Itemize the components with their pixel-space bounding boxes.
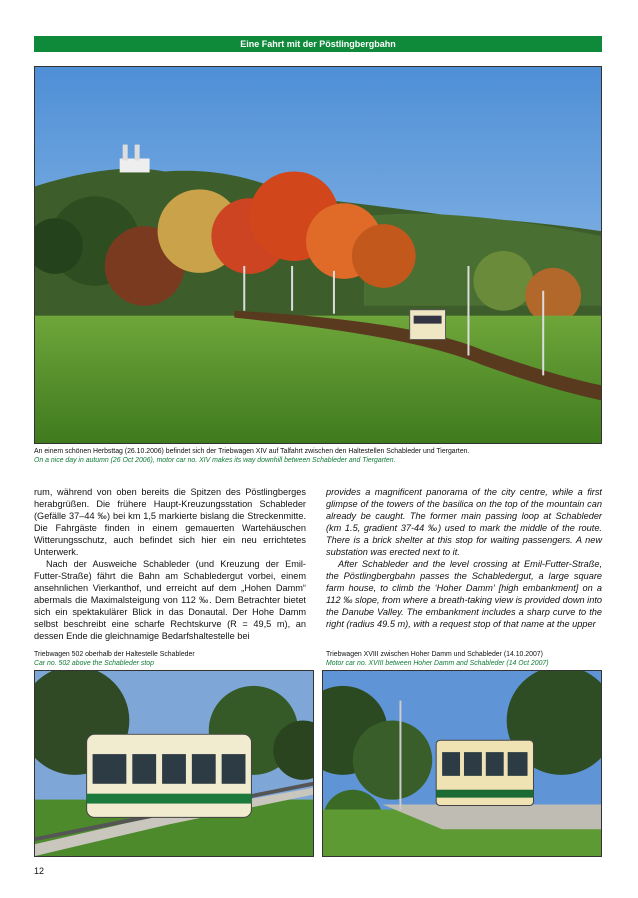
paragraph: provides a magnificent panorama of the city centre, while a first glimpse of the towers of the basilica on the top of the mountain can already be caught. The former main passing loop at Schableder (km 1.5, gradient 37-44 ‰) used to mark the middle of the route. There is a brick shelter at this stop for waiting passengers. A new substation was erected next to it. bbox=[326, 487, 602, 557]
left-caption-de: Triebwagen 502 oberhalb der Haltestelle Schableder bbox=[34, 651, 195, 658]
paragraph: After Schableder and the level crossing at Emil-Futter-Straße, the Pöstlingbergbahn passes the Schabledergut, a large square farm house, to climb the ‘Hoher Damm’ [high embankment] on a 112 ‰ slope, from where a breath-taking view is provided down into the Danube Valley. The embankment includes a sharp curve to the right (radius 49.5 m), with a request stop of that name at the upper bbox=[326, 559, 602, 629]
main-photo bbox=[34, 66, 602, 444]
right-caption-en: Motor car no. XVIII between Hoher Damm and Schableder (14 Oct 2007) bbox=[326, 660, 549, 667]
page-number: 12 bbox=[34, 866, 45, 876]
paragraph: Nach der Ausweiche Schableder (und Kreuzung der Emil-Futter-Straße) fährt die Bahn am Schabledergut vorbei, einem ansehnlichen Vierkanthof, und erreicht auf dem „Hohen Damm“ abermals die Maximalsteigung von 112 ‰. Dem Betrachter bietet sich ein spektakulärer Blick in das Donautal. Der Hohe Damm selbst beschreibt eine scharfe Rechtskurve (R = 49,5 m), an dessen Ende die gleichnamige Bedarfshaltestelle bei bbox=[34, 559, 306, 641]
text-column-en bbox=[326, 486, 602, 630]
section-title: Eine Fahrt mit der Pöstlingbergbahn bbox=[34, 36, 602, 52]
tram-xviii-photo bbox=[322, 670, 602, 857]
right-caption-de: Triebwagen XVIII zwischen Hoher Damm und Schableder (14.10.2007) bbox=[326, 651, 543, 658]
right-photo-caption bbox=[326, 650, 606, 668]
left-photo-caption bbox=[34, 650, 314, 668]
main-caption-de: An einem schönen Herbsttag (26.10.2006) befindet sich der Triebwagen XIV auf Talfahrt zwischen den Haltestellen Schableder und Tiergarten. bbox=[34, 448, 470, 455]
left-caption-en: Car no. 502 above the Schableder stop bbox=[34, 660, 154, 667]
paragraph: rum, während von oben bereits die Spitzen des Pöstlingberges herabgrüßen. Die frühere Haupt-Kreuzungsstation Schableder (Gefälle 37–44 ‰) bei km 1,5 markierte bislang die Streckenmitte. Die Fahrgäste finden in einem gemauerten Wartehäuschen Witterungsschutz, auch befindet sich hier ein neu errichtetes Unterwerk. bbox=[34, 487, 306, 557]
main-photo-caption bbox=[34, 447, 604, 465]
text-column-de bbox=[34, 486, 306, 642]
tram-502-photo bbox=[34, 670, 314, 857]
main-caption-en: On a nice day in autumn (26 Oct 2006), motor car no. XIV makes its way downhill between Schableder and Tiergarten. bbox=[34, 457, 396, 464]
